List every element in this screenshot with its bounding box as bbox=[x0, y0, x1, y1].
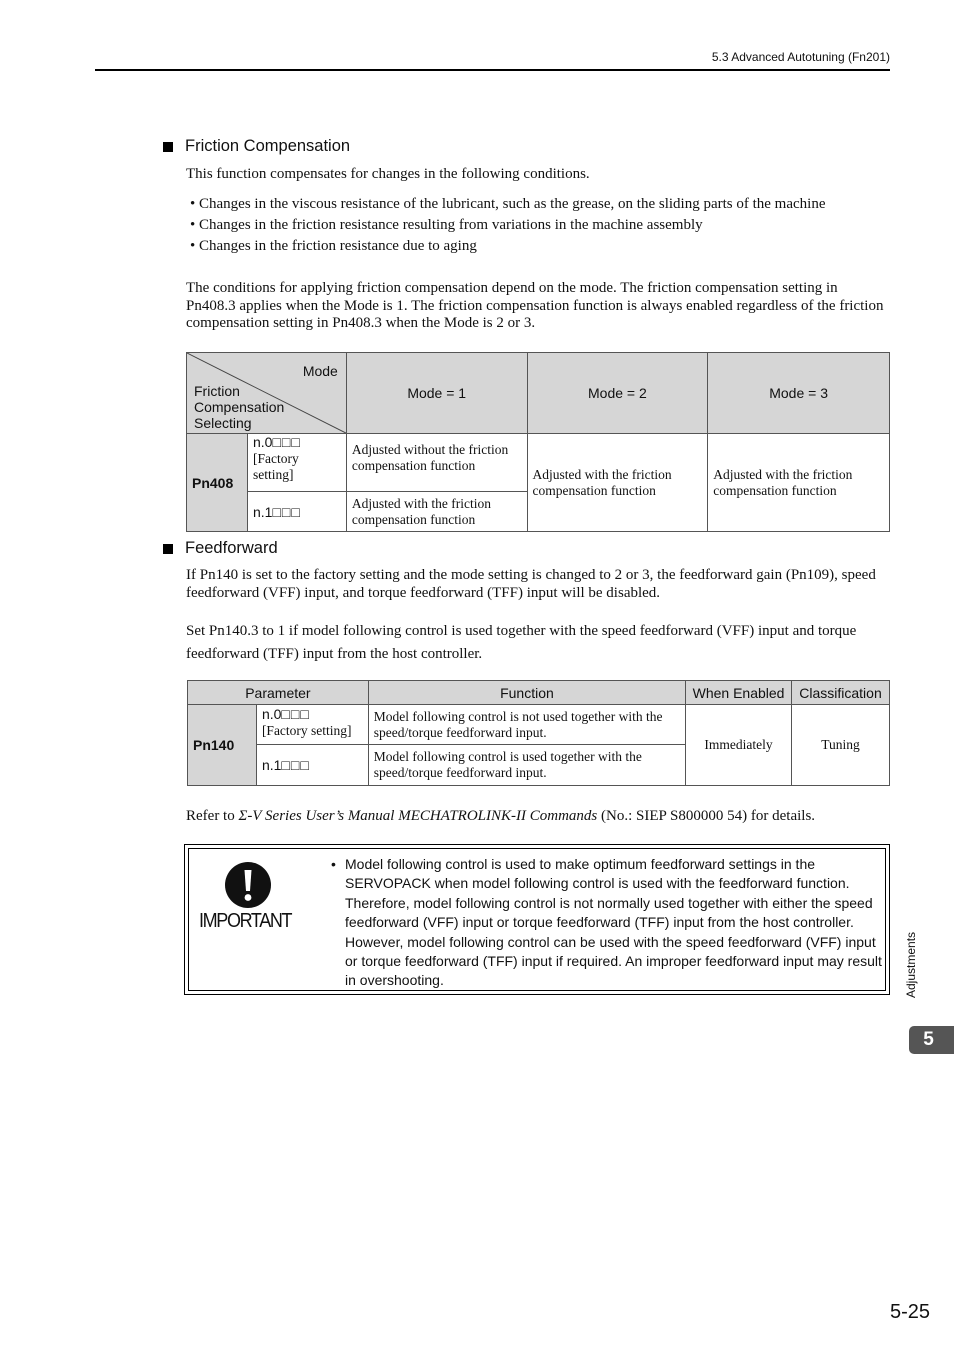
when-enabled-cell: Immediately bbox=[686, 705, 792, 786]
setting-1-prefix: n.1 bbox=[252, 503, 273, 520]
square-bullet-icon bbox=[163, 544, 173, 554]
friction-bullet-1: • Changes in the viscous resistance of the lubricant, such as the grease, on the sliding parts of the machine bbox=[190, 196, 826, 212]
pn140-setting-0-prefix: n.0 bbox=[261, 706, 282, 722]
table-corner-cell bbox=[187, 353, 347, 434]
mode2-cell: Adjusted with the friction compensation function bbox=[527, 434, 708, 532]
pn408-setting-0 bbox=[247, 434, 346, 492]
pn140-setting-1-boxes: □□□ bbox=[281, 757, 310, 773]
feedforward-para-2: Set Pn140.3 to 1 if model following control is used together with the speed feedforward (VFF) input and torque feedforward (TFF) input from the host controller. bbox=[186, 623, 857, 662]
pn140-table bbox=[187, 680, 890, 786]
pn408-setting-1 bbox=[247, 492, 346, 532]
mode3-cell: Adjusted with the friction compensation function bbox=[708, 434, 890, 532]
friction-conditions: The conditions for applying friction compensation depend on the mode. The friction compensation setting in Pn408.3 applies when the Mode is 1. The friction compensation function is always enabled regardless of the friction compensation setting in Pn408.3 when the Mode is 2 or 3. bbox=[186, 280, 884, 331]
pn140-setting-1-prefix: n.1 bbox=[261, 757, 282, 773]
corner-fcs-line-3: Selecting bbox=[194, 415, 252, 431]
pn140-setting-0 bbox=[256, 705, 368, 745]
page-number: 5-25 bbox=[889, 1301, 930, 1323]
friction-bullet-2: • Changes in the friction resistance resulting from variations in the machine assembly bbox=[190, 217, 703, 233]
important-bullet: • bbox=[331, 856, 336, 872]
col-mode-1: Mode = 1 bbox=[346, 353, 527, 434]
friction-bullet-3: • Changes in the friction resistance due to aging bbox=[190, 238, 477, 254]
chapter-tab: 5 bbox=[909, 1026, 954, 1054]
corner-fcs-line-1: Friction bbox=[194, 383, 240, 399]
corner-fcs-line-2: Compensation bbox=[194, 399, 285, 415]
pn140-setting-0-note: [Factory setting] bbox=[261, 723, 352, 738]
important-inner-frame bbox=[188, 848, 886, 991]
row1-mode1-cell: Adjusted without the friction compensation function bbox=[346, 434, 527, 492]
friction-mode-table bbox=[186, 352, 890, 532]
corner-fcs-label bbox=[194, 383, 284, 431]
friction-heading-text: Friction Compensation bbox=[185, 137, 351, 155]
col-classification: Classification bbox=[792, 681, 890, 705]
manual-reference bbox=[186, 808, 815, 825]
exclamation-icon bbox=[225, 862, 271, 913]
friction-intro: This function compensates for changes in the following conditions. bbox=[186, 166, 590, 182]
setting-0-boxes: □□□ bbox=[272, 434, 301, 450]
square-bullet-icon bbox=[163, 142, 173, 152]
refer-suffix: (No.: SIEP S800000 54) for details. bbox=[597, 808, 816, 824]
pn140-row2-function: Model following control is used together with the speed/torque feedforward input. bbox=[368, 745, 685, 786]
chapter-side-label: Adjustments bbox=[904, 931, 918, 998]
important-notice bbox=[184, 844, 890, 995]
running-header: 5.3 Advanced Autotuning (Fn201) bbox=[711, 50, 890, 64]
feedforward-heading-text: Feedforward bbox=[185, 539, 278, 557]
col-mode-3: Mode = 3 bbox=[708, 353, 890, 434]
param-pn140: Pn140 bbox=[188, 705, 257, 786]
setting-0-prefix: n.0 bbox=[252, 434, 273, 450]
header-rule bbox=[95, 69, 890, 71]
important-text-block bbox=[331, 855, 887, 991]
friction-heading bbox=[163, 137, 350, 156]
col-when-enabled: When Enabled bbox=[686, 681, 792, 705]
setting-0-note: [Factory setting] bbox=[252, 451, 299, 482]
manual-title: Σ-V Series User’s Manual MECHATROLINK-II Commands bbox=[238, 808, 598, 824]
feedforward-heading bbox=[163, 539, 278, 558]
corner-mode-label: Mode bbox=[302, 363, 338, 379]
setting-1-boxes: □□□ bbox=[272, 503, 301, 520]
param-pn408: Pn408 bbox=[187, 434, 248, 532]
col-mode-2: Mode = 2 bbox=[527, 353, 708, 434]
row2-mode1-cell: Adjusted with the friction compensation function bbox=[346, 492, 527, 532]
important-label: IMPORTANT bbox=[199, 910, 292, 932]
refer-prefix: Refer to bbox=[186, 808, 239, 824]
feedforward-para-1: If Pn140 is set to the factory setting and the mode setting is changed to 2 or 3, the feedforward gain (Pn109), speed feedforward (VFF) input, and torque feedforward (TFF) input will be disabled. bbox=[186, 567, 876, 601]
important-text: Model following control is used to make optimum feedforward settings in the SERVOPACK when model following control is used with the feedforward function. Therefore, model following control is not normally used together with either the speed feedforward (VFF) input or torque feedforward (TFF) input from the host controller. However, model following control can be used with the speed feedforward (VFF) input or torque feedforward (TFF) input if required. An improper feedforward input may result in overshooting. bbox=[345, 856, 882, 989]
col-function: Function bbox=[368, 681, 685, 705]
pn140-row1-function: Model following control is not used together with the speed/torque feedforward input. bbox=[368, 705, 685, 745]
classification-cell: Tuning bbox=[792, 705, 890, 786]
pn140-setting-0-boxes: □□□ bbox=[281, 706, 310, 722]
col-parameter: Parameter bbox=[188, 681, 369, 705]
pn140-setting-1 bbox=[256, 745, 368, 786]
